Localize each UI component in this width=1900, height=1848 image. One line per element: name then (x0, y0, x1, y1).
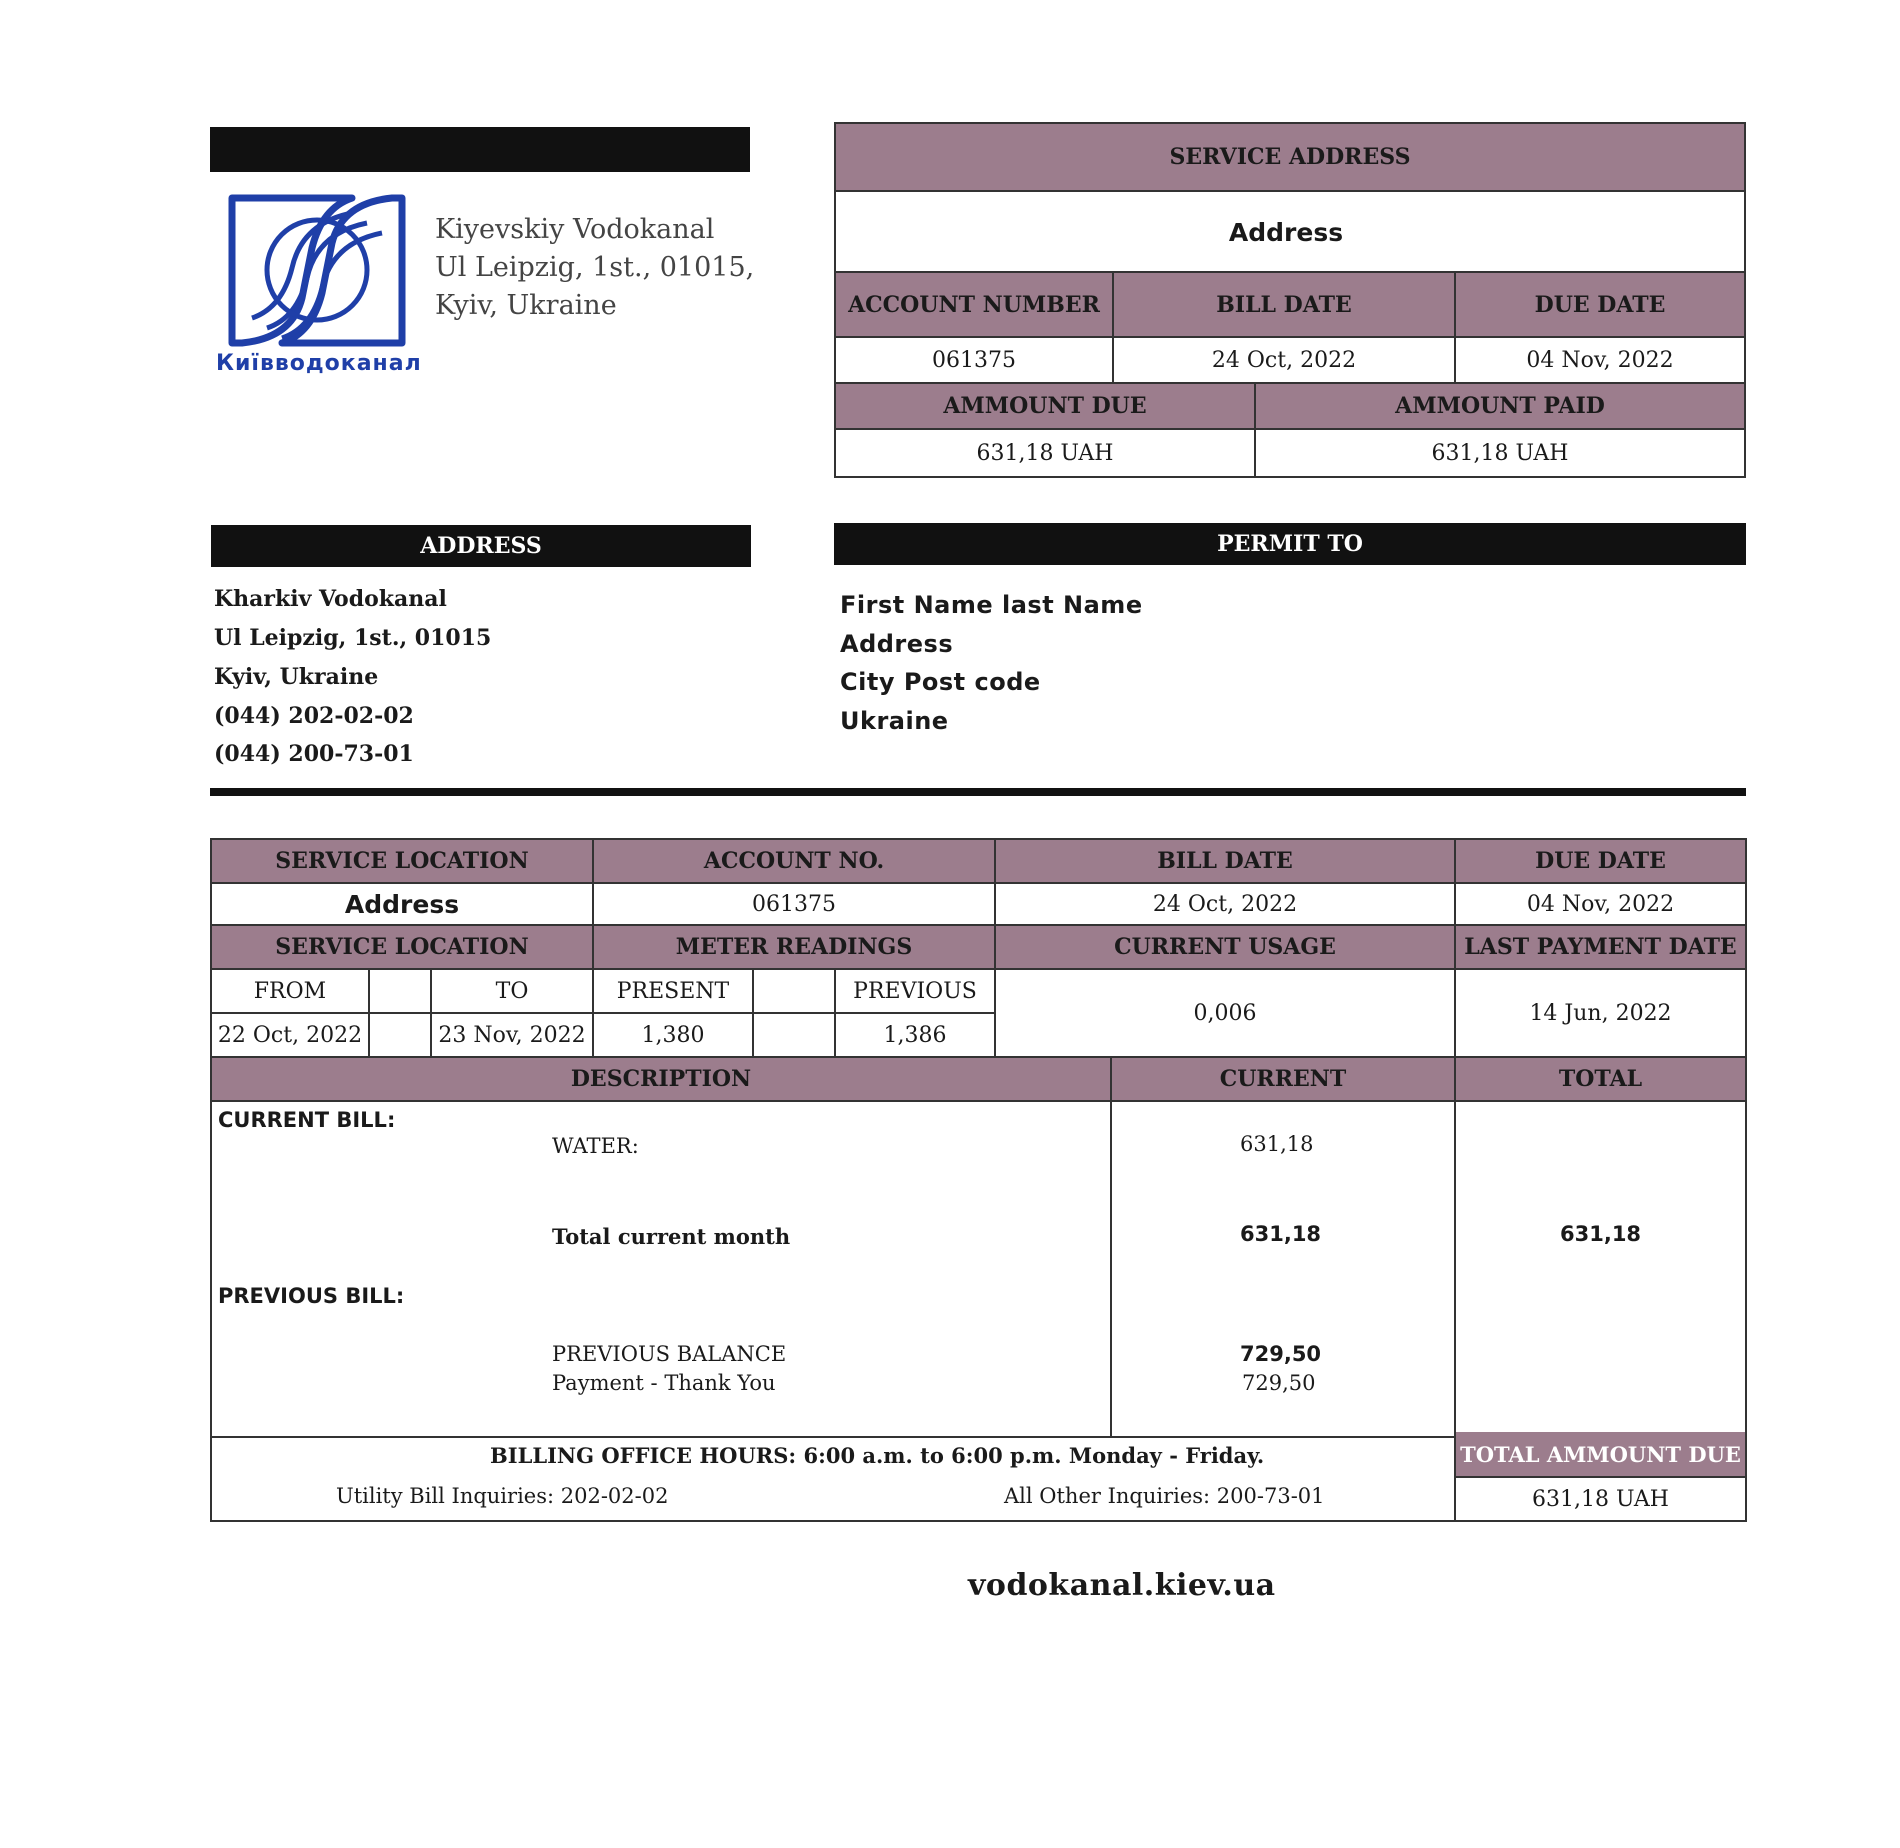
other-inquiries: All Other Inquiries: 200-73-01 (1004, 1484, 1325, 1508)
previous-balance-value: 729,50 (1240, 1342, 1322, 1366)
address-line: (044) 202-02-02 (214, 703, 414, 729)
address-line: Kyiv, Ukraine (214, 664, 379, 690)
previous-balance-label: PREVIOUS BALANCE (552, 1342, 787, 1366)
previous-value: 1,386 (836, 1014, 994, 1056)
previous-label: PREVIOUS (836, 970, 994, 1012)
divider (1110, 1058, 1112, 1438)
due-date-header-2: DUE DATE (1456, 840, 1745, 882)
from-value: 22 Oct, 2022 (212, 1014, 368, 1056)
website-link[interactable]: vodokanal.kiev.ua (968, 1568, 1276, 1603)
account-number-header: ACCOUNT NUMBER (836, 273, 1112, 336)
bill-date-header-2: BILL DATE (996, 840, 1454, 882)
address-line: (044) 200-73-01 (214, 741, 414, 767)
permit-line: Ukraine (840, 707, 949, 735)
permit-line: Address (840, 630, 954, 658)
service-address-value: Address (836, 192, 1736, 272)
due-date-header: DUE DATE (1456, 273, 1744, 336)
current-header: CURRENT (1112, 1058, 1454, 1100)
service-address-header: SERVICE ADDRESS (836, 124, 1744, 190)
vodokanal-logo-icon (222, 188, 412, 353)
permit-to-header: PERMIT TO (834, 523, 1746, 565)
present-label: PRESENT (594, 970, 752, 1012)
address-line: Ul Leipzig, 1st., 01015 (214, 625, 492, 651)
account-no-value: 061375 (594, 884, 994, 924)
office-hours: BILLING OFFICE HOURS: 6:00 a.m. to 6:00 p.m. Monday - Friday. (490, 1443, 1265, 1468)
logo-text: Київводоканал (216, 351, 422, 376)
previous-bill-label: PREVIOUS BILL: (218, 1284, 405, 1308)
service-location-value: Address (212, 884, 592, 924)
total-header: TOTAL (1456, 1058, 1745, 1100)
description-header: DESCRIPTION (212, 1058, 1110, 1100)
company-street: Ul Leipzig, 1st., 01015, (435, 252, 755, 283)
service-location-header-2: SERVICE LOCATION (212, 926, 592, 968)
current-usage-value: 0,006 (996, 970, 1454, 1056)
present-value: 1,380 (594, 1014, 752, 1056)
total-month-total: 631,18 (1560, 1222, 1642, 1246)
amount-due-value: 631,18 UAH (836, 430, 1254, 476)
due-date-value-2: 04 Nov, 2022 (1456, 884, 1745, 924)
current-bill-label: CURRENT BILL: (218, 1108, 396, 1132)
divider (210, 1100, 1747, 1102)
section-separator (210, 788, 1746, 796)
company-city: Kyiv, Ukraine (435, 290, 617, 321)
utility-inquiries: Utility Bill Inquiries: 202-02-02 (336, 1484, 669, 1508)
bill-date-value: 24 Oct, 2022 (1114, 338, 1454, 382)
bill-date-value-2: 24 Oct, 2022 (996, 884, 1454, 924)
divider (210, 1436, 1456, 1438)
service-location-header: SERVICE LOCATION (212, 840, 592, 882)
water-current: 631,18 (1240, 1132, 1314, 1156)
address-header: ADDRESS (211, 525, 751, 567)
from-label: FROM (212, 970, 368, 1012)
payment-label: Payment - Thank You (552, 1371, 776, 1395)
total-amount-due-header: TOTAL AMMOUNT DUE (1456, 1432, 1745, 1476)
permit-line: City Post code (840, 668, 1041, 696)
total-amount-due-value: 631,18 UAH (1456, 1478, 1745, 1520)
total-month-label: Total current month (552, 1224, 791, 1249)
amount-due-header: AMMOUNT DUE (836, 384, 1254, 428)
account-no-header: ACCOUNT NO. (594, 840, 994, 882)
account-number-value: 061375 (836, 338, 1112, 382)
due-date-value: 04 Nov, 2022 (1456, 338, 1744, 382)
to-value: 23 Nov, 2022 (432, 1014, 592, 1056)
total-month-current: 631,18 (1240, 1222, 1322, 1246)
to-label: TO (432, 970, 592, 1012)
current-usage-header: CURRENT USAGE (996, 926, 1454, 968)
payment-value: 729,50 (1242, 1371, 1316, 1395)
address-line: Kharkiv Vodokanal (214, 586, 447, 612)
top-left-black-bar (210, 127, 750, 172)
amount-paid-header: AMMOUNT PAID (1256, 384, 1744, 428)
meter-readings-header: METER READINGS (594, 926, 994, 968)
amount-paid-value: 631,18 UAH (1256, 430, 1744, 476)
last-payment-date-value: 14 Jun, 2022 (1456, 970, 1745, 1056)
bill-date-header: BILL DATE (1114, 273, 1454, 336)
permit-line: First Name last Name (840, 591, 1143, 619)
water-label: WATER: (552, 1134, 639, 1158)
last-payment-date-header: LAST PAYMENT DATE (1456, 926, 1745, 968)
company-name: Kiyevskiy Vodokanal (435, 214, 715, 245)
